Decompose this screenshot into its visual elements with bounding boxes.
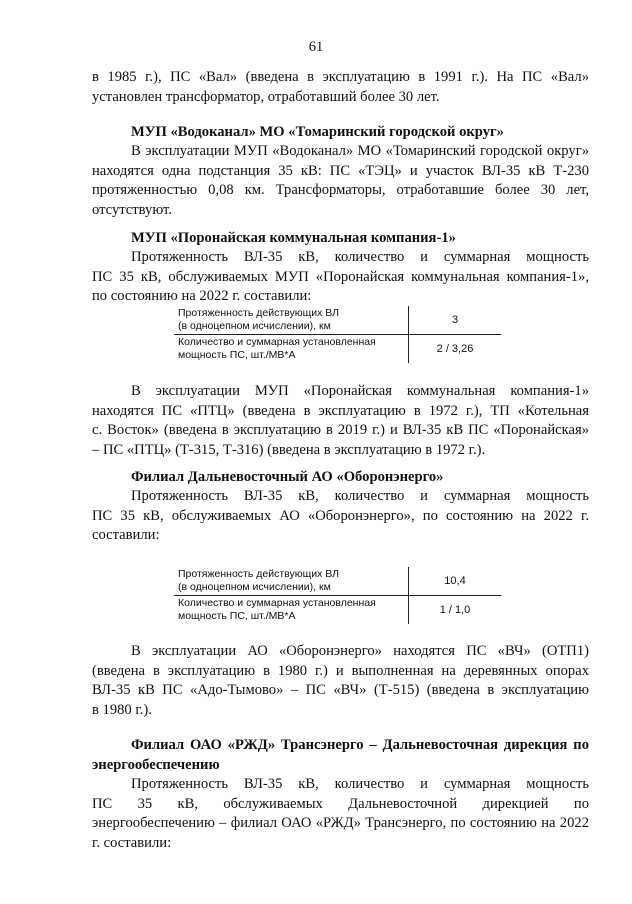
text-line: Протяженность ВЛ-35 кВ, количество и суммарная мощность bbox=[131, 776, 589, 792]
text-line: в 1980 г.). bbox=[92, 701, 152, 718]
table-row bbox=[174, 567, 501, 596]
table-cell-value: 1 / 1,0 bbox=[409, 596, 502, 625]
text-line: находятся ПС «ПТЦ» (введена в эксплуатацию в 1972 г.), ТП «Котельная bbox=[92, 402, 589, 419]
cell-text: Протяженность действующих ВЛ bbox=[178, 307, 340, 319]
section-heading-rzd bbox=[92, 736, 589, 775]
text-line: В эксплуатации АО «Оборонэнерго» находятся ПС «ВЧ» (ОТП1) bbox=[131, 643, 589, 659]
text-line: составили: bbox=[92, 527, 160, 543]
text-line: ПС 35 кВ, обслуживаемых АО «Оборонэнерго», по состоянию на 2022 г. bbox=[92, 507, 589, 524]
table-cell-label bbox=[174, 306, 409, 335]
heading-line: Филиал ОАО «РЖД» Трансэнерго – Дальневосточная дирекция по bbox=[131, 737, 589, 753]
table-row bbox=[174, 335, 501, 364]
intro-paragraph bbox=[92, 68, 589, 107]
text-line: ПС 35 кВ, обслуживаемых Дальневосточной дирекцией по bbox=[92, 795, 589, 812]
table-cell-value: 2 / 3,26 bbox=[409, 335, 502, 364]
table-row bbox=[174, 306, 501, 335]
text-line: энергообеспечению – филиал ОАО «РЖД» Трансэнерго, по состоянию на 2022 bbox=[92, 815, 589, 831]
section-heading-vodokanal: МУП «Водоканал» МО «Томаринский городской округ» bbox=[131, 124, 504, 140]
text-line: – ПС «ПТЦ» (Т-315, Т-316) (введена в эксплуатацию в 1972 г.). bbox=[92, 441, 486, 458]
text-line: в 1985 г.), ПС «Вал» (введена в эксплуатацию в 1991 г.). На ПС «Вал» bbox=[92, 69, 589, 85]
oboronenergo-data-table bbox=[174, 567, 501, 624]
text-line: г. составили: bbox=[92, 834, 172, 851]
cell-text: мощность ПС, шт./МВ*А bbox=[178, 610, 296, 622]
text-line: Протяженность ВЛ-35 кВ, количество и суммарная мощность bbox=[131, 488, 589, 504]
page-number: 61 bbox=[308, 39, 324, 55]
table-row bbox=[174, 596, 501, 625]
text-line: протяженностью 0,08 км. Трансформаторы, отработавшие более 30 лет, bbox=[92, 182, 589, 198]
cell-text: Количество и суммарная установленная bbox=[178, 336, 376, 348]
section-heading-oboronenergo: Филиал Дальневосточный АО «Оборонэнерго» bbox=[131, 469, 444, 485]
text-line: В эксплуатации МУП «Поронайская коммунальная компания-1» bbox=[131, 383, 589, 399]
table-cell-value: 3 bbox=[409, 306, 502, 335]
text-line: ПС 35 кВ, обслуживаемых МУП «Поронайская коммунальная компания-1», bbox=[92, 268, 589, 285]
cell-text: мощность ПС, шт./МВ*А bbox=[178, 349, 296, 361]
text-line: отсутствуют. bbox=[92, 201, 172, 218]
cell-text: (в одноцепном исчислении), км bbox=[178, 581, 331, 593]
text-line: по состоянию на 2022 г. составили: bbox=[92, 288, 312, 304]
cell-text: Протяженность действующих ВЛ bbox=[178, 568, 340, 580]
section-heading-poronaysk: МУП «Поронайская коммунальная компания-1» bbox=[131, 230, 456, 246]
text-line: установлен трансформатор, отработавший более 30 лет. bbox=[92, 88, 440, 105]
table-cell-label bbox=[174, 596, 409, 625]
rzd-paragraph bbox=[92, 775, 589, 853]
poronaysk-after-paragraph bbox=[92, 382, 589, 460]
poronaysk-data-table bbox=[174, 306, 501, 363]
oboronenergo-intro-paragraph bbox=[92, 487, 589, 546]
vodokanal-paragraph bbox=[92, 142, 589, 220]
cell-text: Количество и суммарная установленная bbox=[178, 597, 376, 609]
table-cell-value: 10,4 bbox=[409, 567, 502, 596]
text-line: (введена в эксплуатацию в 1980 г.) и выполненная на деревянных опорах bbox=[92, 662, 589, 679]
text-line: с. Восток» (введена в эксплуатацию в 2019 г.) и ВЛ-35 кВ ПС «Поронайская» bbox=[92, 422, 589, 438]
text-line: В эксплуатации МУП «Водоканал» МО «Томаринский городской округ» bbox=[131, 143, 589, 159]
cell-text: (в одноцепном исчислении), км bbox=[178, 320, 331, 332]
text-line: находятся одна подстанция 35 кВ: ПС «ТЭЦ» и участок ВЛ-35 кВ Т-230 bbox=[92, 162, 589, 179]
oboronenergo-after-paragraph bbox=[92, 642, 589, 720]
text-line: ВЛ-35 кВ ПС «Адо-Тымово» – ПС «ВЧ» (Т-515) (введена в эксплуатацию bbox=[92, 682, 589, 698]
text-line: Протяженность ВЛ-35 кВ, количество и суммарная мощность bbox=[131, 249, 589, 265]
table-cell-label bbox=[174, 567, 409, 596]
table-cell-label bbox=[174, 335, 409, 364]
poronaysk-intro-paragraph bbox=[92, 248, 589, 307]
heading-line: энергообеспечению bbox=[92, 756, 220, 773]
